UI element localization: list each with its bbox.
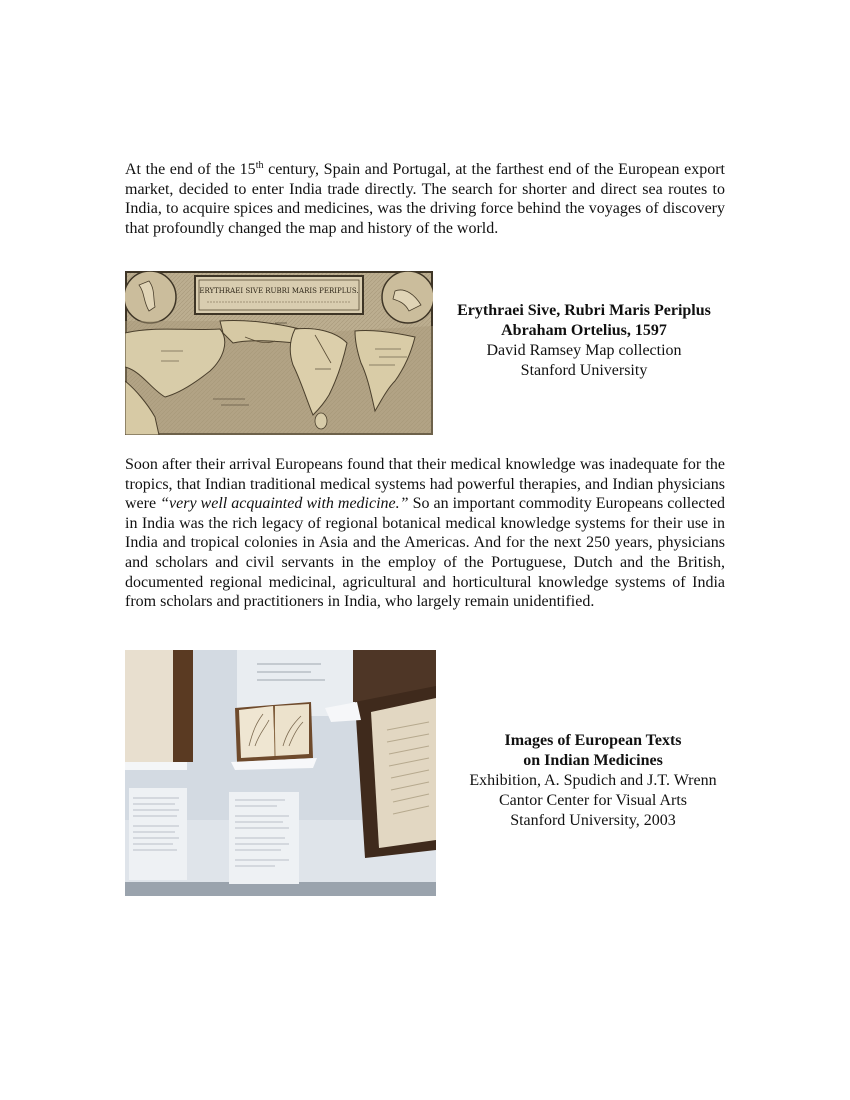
ortelius-map-image xyxy=(125,271,433,435)
map-caption-collection: David Ramsey Map collection xyxy=(486,342,682,359)
photo-caption-exhibition: Exhibition, A. Spudich and J.T. Wrenn xyxy=(469,772,717,789)
body-text-rest: So an important commodity Europeans collected in India was the rich legacy of regional botanical medical knowledge systems for their use in India and tropical colonies in Asia and the Americas. And for the next 250 years, physicians and scholars and civil servants in the employ of the Portuguese, Dutch and the British, documented regional medicinal, agricultural and horticultural knowledge systems of India from scholars and practitioners in India, who largely remain unidentified. xyxy=(125,495,725,611)
map-cartouche-title: ERYTHRAEI SIVE RUBRI MARIS PERIPLUS. xyxy=(199,287,359,295)
photo-caption-title-line1: Images of European Texts xyxy=(504,732,682,749)
physician-quote: “very well acquainted with medicine.” xyxy=(160,495,409,513)
intro-text-start: At the end of the 15 xyxy=(125,161,256,178)
photo-caption-title-line2: on Indian Medicines xyxy=(523,752,663,769)
photo-caption xyxy=(448,731,738,831)
map-caption-title: Erythraei Sive, Rubri Maris Periplus xyxy=(457,302,711,319)
body-text-start: Soon after their arrival Europeans found that their medical knowledge was inadequate for the tropics, that Indian traditional medical systems had powerful therapies, and Indian physicians were xyxy=(125,456,725,513)
exhibition-photo-image xyxy=(125,650,436,896)
intro-paragraph xyxy=(125,160,725,238)
map-caption-author: Abraham Ortelius, 1597 xyxy=(501,322,667,339)
ordinal-superscript: th xyxy=(255,160,264,171)
map-caption-institution: Stanford University xyxy=(520,362,648,379)
photo-caption-institution-year: Stanford University, 2003 xyxy=(510,812,676,829)
photo-caption-venue: Cantor Center for Visual Arts xyxy=(498,792,688,809)
map-caption xyxy=(437,301,731,381)
body-paragraph xyxy=(125,455,725,612)
intro-text-rest: century, Spain and Portugal, at the farthest end of the European export market, decided to enter India trade directly. The search for shorter and direct sea routes to India, to acquire spices and medicines, was the driving force behind the voyages of discovery that profoundly changed the map and history of the world. xyxy=(125,161,725,237)
